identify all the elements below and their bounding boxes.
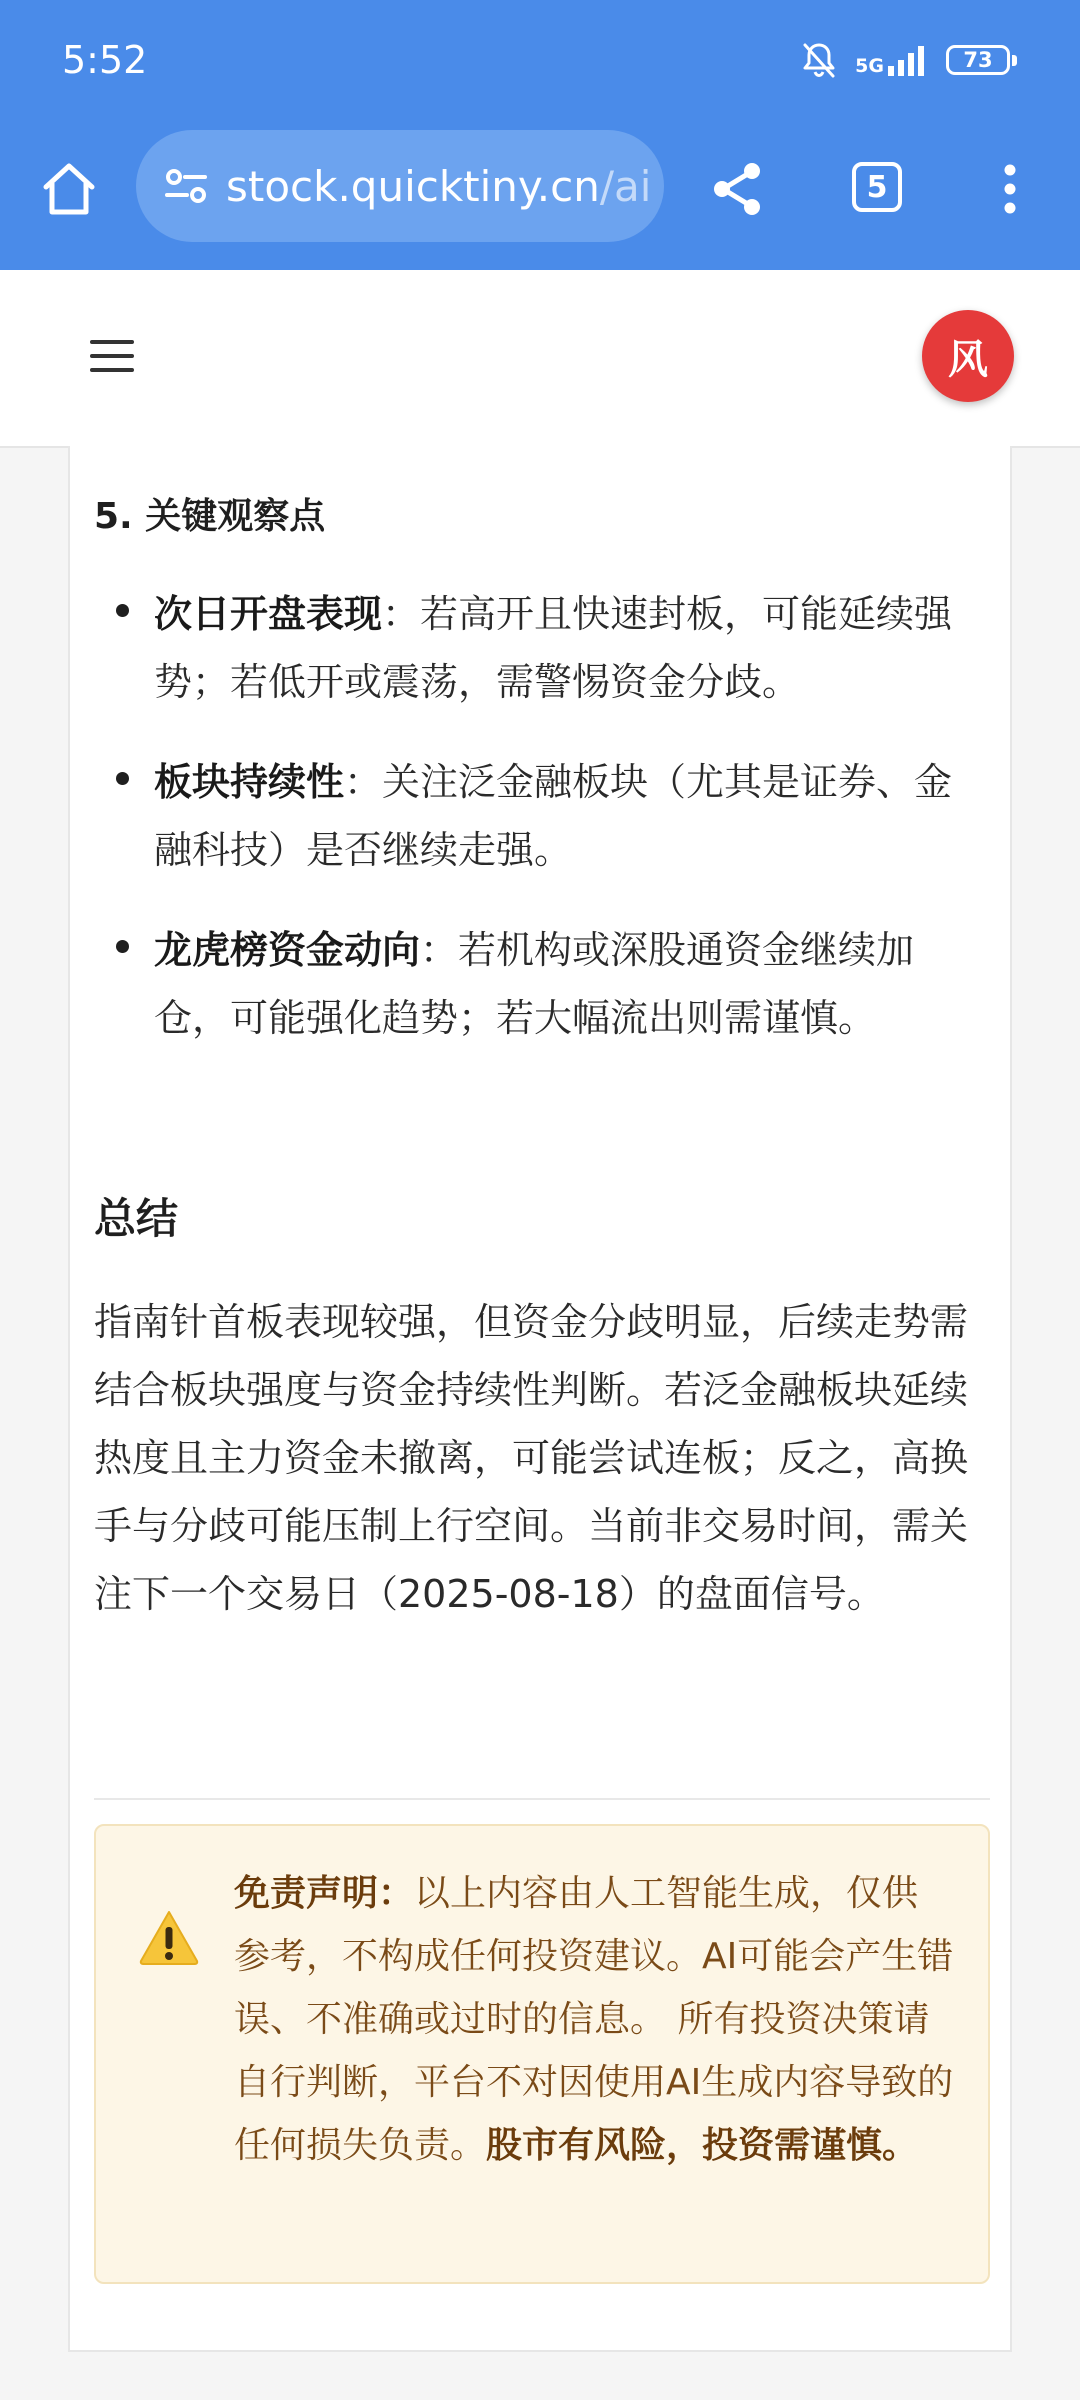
warning-icon [138, 1908, 200, 1966]
share-icon [709, 160, 765, 218]
bullet-dot [116, 604, 129, 617]
tab-switcher-button[interactable]: 5 [852, 162, 902, 212]
avatar[interactable]: 风 [922, 310, 1014, 402]
list-item-title: 龙虎榜资金动向 [154, 928, 421, 972]
list-item-title: 次日开盘表现 [154, 592, 383, 636]
menu-icon[interactable] [90, 334, 134, 378]
list-item-body: ：若高开且快速封板，可能延续强势；若低开或震荡，需警惕资金分歧。 [154, 592, 953, 704]
signal-icon [855, 44, 930, 76]
status-icons [799, 40, 1010, 80]
share-button[interactable] [704, 158, 770, 220]
list-item-text [154, 916, 974, 1052]
section-title: 5. 关键观察点 [94, 496, 326, 537]
address-bar[interactable] [136, 130, 664, 242]
disclaimer-label: 免责声明： [234, 1873, 415, 1914]
url-path: /ai [599, 161, 652, 211]
content-card [68, 446, 1012, 2352]
list-item-body: ：若机构或深股通资金继续加仓，可能强化趋势；若大幅流出则需谨慎。 [154, 928, 915, 1040]
home-icon [40, 161, 98, 217]
list-item-body: ：关注泛金融板块（尤其是证券、金融科技）是否继续走强。 [154, 760, 953, 872]
list-item-text [154, 580, 974, 716]
battery-icon [946, 45, 1010, 75]
divider [94, 1798, 990, 1800]
status-time: 5:52 [62, 38, 148, 82]
battery-level: 73 [963, 48, 993, 72]
url-host: stock.quicktiny.cn [226, 161, 600, 211]
site-settings-icon[interactable] [160, 160, 212, 212]
list-item-text [154, 748, 974, 884]
disclaimer-body: 以上内容由人工智能生成，仅供参考，不构成任何投资建议。AI可能会产生错误、不准确或过时的信息。 所有投资决策请自行判断，平台不对因使用AI生成内容导致的任何损失负责。 [234, 1873, 954, 2166]
network-type: 5G [855, 55, 884, 77]
page-header [0, 270, 1080, 448]
home-button[interactable] [38, 158, 100, 220]
url-text [226, 162, 651, 211]
disclaimer-box [94, 1824, 990, 2284]
summary-title: 总结 [94, 1194, 179, 1243]
list-item-title: 板块持续性 [154, 760, 345, 804]
more-vert-icon [1003, 163, 1017, 215]
browser-toolbar [0, 130, 1080, 270]
overflow-menu-button[interactable] [990, 158, 1030, 220]
notifications-off-icon [799, 40, 839, 80]
status-bar [0, 0, 1080, 130]
disclaimer-emphasis: 股市有风险，投资需谨慎。 [486, 2125, 919, 2166]
summary-text: 指南针首板表现较强，但资金分歧明显，后续走势需结合板块强度与资金持续性判断。若泛金融板块延续热度且主力资金未撤离，可能尝试连板；反之，高换手与分歧可能压制上行空间。当前非交易时间，需关注下一个交易日（2025-08-18）的盘面信号。 [94, 1300, 969, 1616]
bullet-dot [116, 940, 129, 953]
disclaimer-text [234, 1862, 954, 2177]
bullet-dot [116, 772, 129, 785]
